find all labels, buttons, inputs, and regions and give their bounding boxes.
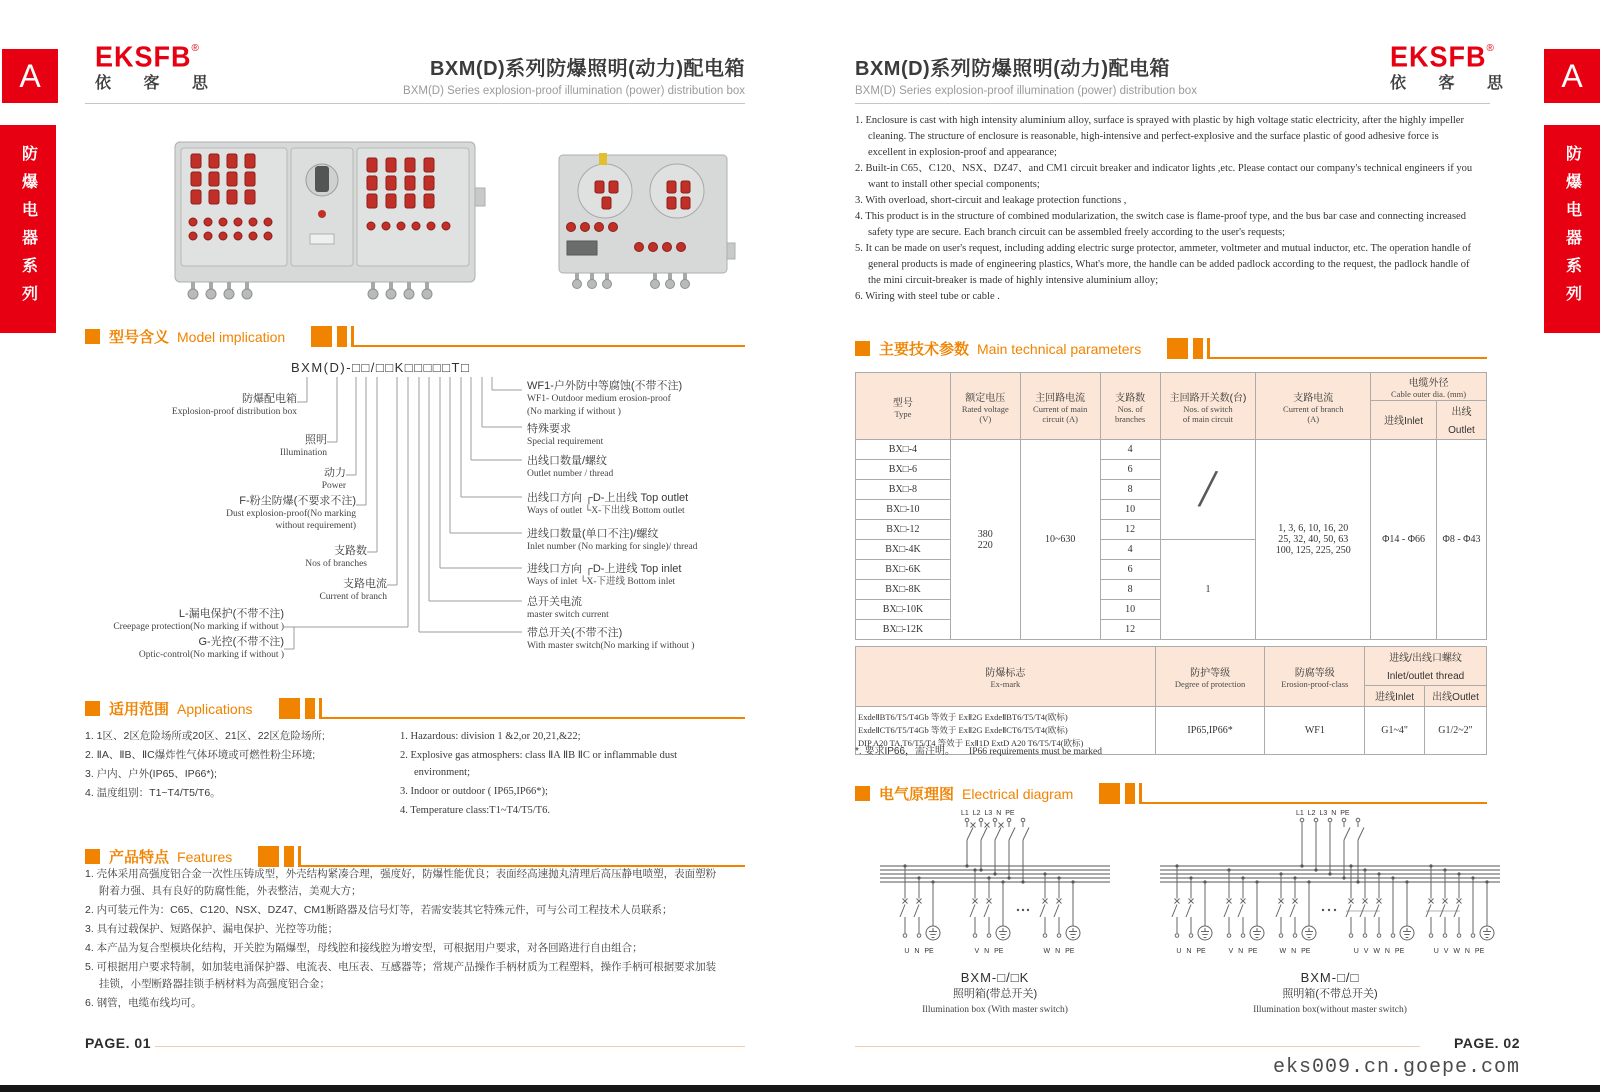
bottom-bar [0, 1085, 1600, 1092]
col-branch-current: 支路电流 Current of branch (A) [1256, 373, 1371, 440]
footnote: *. 要求IP66，需注明。 IP66 requirements must be marked [855, 746, 1102, 757]
section-title-cn: 产品特点 [109, 849, 170, 866]
col-thread-inlet: 进线Inlet [1365, 686, 1425, 707]
section-title-en: Electrical diagram [962, 785, 1074, 802]
model-label-wf1: WF1-户外防中等腐蚀(不带不注) WF1- Outdoor medium erosion-proof (No marking if without ) [527, 380, 683, 417]
section-decoration [1167, 338, 1487, 359]
table-header-row [856, 647, 1487, 686]
branch-labels: U N PE [904, 948, 934, 955]
right-corner-tab: A [1544, 49, 1600, 103]
section-title-en: Main technical parameters [977, 340, 1142, 357]
model-label-inlet-number: 进线口数量(单口不注)/螺纹 Inlet number (No marking for single)/ thread [527, 528, 698, 552]
main-technical-parameters-table [855, 372, 1487, 640]
cell-thread-inlet: G1~4" [1365, 707, 1425, 755]
page-title-en: BXM(D) Series explosion-proof illumination (power) distribution box [855, 85, 1197, 97]
col-branches: 支路数 Nos. of branches [1100, 373, 1160, 440]
page-title-cn: BXM(D)系列防爆照明(动力)配电箱 [429, 58, 745, 80]
table-row: BX□-12 12 [856, 520, 1487, 540]
model-label-power: 动力 Power [321, 467, 346, 491]
cell-type: BX□-4 [856, 440, 951, 460]
footer-line-right [855, 1046, 1420, 1047]
feed-labels: L1 L2 L3 N PE [961, 810, 1015, 817]
feed-labels: L1 L2 L3 N PE [1296, 810, 1350, 817]
branch-labels: U V W N PE [1433, 948, 1485, 955]
model-label-special-requirement: 特殊要求 Special requirement [527, 423, 604, 447]
website-url: eks009.cn.goepe.com [1272, 1056, 1520, 1079]
diagram-caption-with-master-switch: BXM-□/□K 照明箱(带总开关) Illumination box (With master switch) [922, 970, 1068, 1015]
cell-voltage: 380 220 [950, 440, 1020, 640]
section-title-cn: 电气原理图 [879, 786, 955, 803]
footer-line-left [155, 1046, 745, 1047]
col-cable-dia: 电缆外径 Cable outer dia. (mm) [1371, 373, 1487, 401]
section-header-applications [85, 698, 745, 719]
model-label-dust-explosion-proof: F-粉尘防爆(不要求不注) Dust explosion-proof(No marking without requirement) [226, 495, 356, 531]
section-title-en: Model implication [177, 328, 286, 345]
table-row: BX□-6K 6 [856, 560, 1487, 580]
branch-labels: U V W N PE [1353, 948, 1405, 955]
branch-labels: V N PE [1228, 948, 1258, 955]
brand-logo-chinese: 依 客 思 [1390, 75, 1517, 92]
cell-outlet: Φ8 - Φ43 [1437, 440, 1487, 640]
page-number-left: PAGE. 01 [85, 1035, 151, 1051]
cell-switch-one: 1 [1160, 540, 1256, 640]
brand-logo-text: EKSFB [95, 41, 192, 73]
cell-branch-current: 1, 3, 6, 10, 16, 20 25, 32, 40, 50, 63 100, 125, 225, 250 [1256, 440, 1371, 640]
branch-labels: W N PE [1043, 948, 1075, 955]
page-title-en: BXM(D) Series explosion-proof illumination (power) distribution box [403, 85, 745, 97]
intro-paragraphs: 1. Enclosure is cast with high intensity aluminium alloy, surface is sprayed with plastic by high voltage static electricity, after the highly impeller cleaning. The structure of enclosure is reasonable, high-intensive and perfect-explosive and the surface plastic of good adhesive force is excellent in explosion-proof and appearance; 2. Built-in C65、C120、NSX、DZ47、and CM1 circuit breaker and indicator lights ,etc. Please contact our company's technical engineers if you want to install other special components; 3. With overload, short-circuit and leakage protection functions , 4. This product is in the structure of combined modularization, the switch case is flame-proof type, and the bus bar case and connecting increased safety type are secure. Each branch circuit can be assembled freely according to the user's requests; 5. It can be made on user's request, including adding electric surge protector, ammeter, voltmeter and mutual inductor, etc. The operation handle of general products is made of engineering plastics, What's more, the handle can be added padlock according to the request, the padlock handle of the mini circuit-breaker is made of highly intensive aluminium alloy; 6. Wiring with steel tube or cable . [855, 115, 1473, 302]
applications-list-en: 1. Hazardous: division 1 &2,or 20,21,&22; 2. Explosive gas atmosphers: class ⅡA ⅡB ⅡC or inflammable dust environment; 3. Indoor or outdoor ( IP65,IP66*); 4. Temperature class:T1~T4/T5/T6. [400, 731, 678, 816]
circuit-diagram-without-master-switch [1155, 806, 1505, 966]
cell-protection: IP65,IP66* [1155, 707, 1265, 755]
header-divider [855, 103, 1490, 104]
left-corner-tab: A [2, 49, 58, 103]
table-row: BX□-10 10 [856, 500, 1487, 520]
model-label-optic-control: G-光控(不带不注) Optic-control(No marking if without ) [138, 636, 284, 660]
diagram-caption-without-master-switch: BXM-□/□ 照明箱(不带总开关) Illumination box(without master switch) [1253, 970, 1407, 1015]
ex-mark-table [855, 646, 1487, 755]
model-label-inlet-direction: 进线口方向 ┌D-上进线 Top inlet Ways of inlet └X-下进线 Bottom inlet [527, 563, 682, 587]
page-number-right: PAGE. 02 [1454, 1035, 1520, 1051]
features-list: 1. 壳体采用高强度铝合金一次性压铸成型，外壳结构紧凑合理，强度好，防爆性能优良；表面经高速抛丸清理后高压静电喷塑，表面塑粉附着力强、具有良好的防腐性能，外表整洁，美观大方； 2. 内可装元件为：C65、C120、NSX、DZ47、CM1断路器及信号灯等，若需安装其它特殊元件，可与公司工程技术人员联系； 3. 具有过载保护、短路保护、漏电保护、光控等功能； 4. 本产品为复合型模块化结构，开关腔为隔爆型，母线腔和接线腔为增安型，可根据用户要求，对各回路进行自由组合； 5. 可根据用户要求特制，如加装电涌保护器、电流表、电压表、互感器等；常规产品操作手柄材质为工程塑料，操作手柄可根据要求加装挂锁，小型断路器挂锁手柄材料为高强度铝合金； 6. 钢管，电缆布线均可。 [85, 868, 717, 1009]
model-label-branch-current: 支路电流 Current of branch [319, 578, 387, 602]
section-bullet-icon [85, 329, 100, 344]
cell-main-current: 10~630 [1020, 440, 1100, 640]
left-sidebar-series-label: 防爆电器系列 [0, 125, 56, 333]
model-label-branches: 支路数 Nos of branches [305, 545, 367, 569]
section-header-electrical-diagram [855, 783, 1487, 804]
model-label-with-master-switch: 带总开关(不带不注) With master switch(No marking if without ) [527, 627, 695, 651]
table-row: BX□-4K 4 1 [856, 540, 1487, 560]
col-rated-voltage: 额定电压 Rated voltage (V) [950, 373, 1020, 440]
branch-labels: V N PE [974, 948, 1004, 955]
brand-logo-chinese: 依 客 思 [95, 75, 222, 92]
section-decoration [311, 326, 745, 347]
applications-list-cn: 1. 1区、2区危险场所或20区、21区、22区危险场所; 2. ⅡA、ⅡB、ⅡC爆炸性气体环境或可燃性粉尘环境; 3. 户内、户外(IP65、IP66*); 4. 温度组别：T1~T4/T5/T6。 [85, 730, 325, 799]
cell-thread-outlet: G1/2~2" [1425, 707, 1487, 755]
col-protection: 防护等级 Degree of protection [1155, 647, 1265, 707]
section-bullet-icon [85, 701, 100, 716]
section-header-features [85, 846, 745, 867]
table-header-row [856, 373, 1487, 401]
cell-switch-none: / [1160, 440, 1256, 540]
section-decoration [279, 698, 745, 719]
branch-labels: U N PE [1176, 948, 1206, 955]
page-title-cn: BXM(D)系列防爆照明(动力)配电箱 [855, 58, 1171, 80]
col-outlet: 出线Outlet [1437, 401, 1487, 440]
branch-labels: W N PE [1279, 948, 1311, 955]
table-row: BX□-8 8 [856, 480, 1487, 500]
section-header-model-implication [85, 326, 745, 347]
right-page-title [855, 52, 1355, 97]
brand-logo-text: EKSFB [1390, 41, 1487, 73]
table-row: BX□-8K 8 [856, 580, 1487, 600]
col-thread-outlet: 出线Outlet [1425, 686, 1487, 707]
circuit-diagram-with-master-switch [875, 806, 1115, 966]
col-main-current: 主回路电流 Current of main circuit (A) [1020, 373, 1100, 440]
col-inlet: 进线Inlet [1371, 401, 1437, 440]
model-label-distribution-box: 防爆配电箱 Explosion-proof distribution box [171, 393, 297, 417]
model-code: BXM(D)-□□/□□K□□□□□T□ [291, 360, 471, 375]
section-decoration [1099, 783, 1487, 804]
cell-erosion: WF1 [1265, 707, 1365, 755]
model-label-master-switch-current: 总开关电流 master switch current [527, 596, 609, 620]
product-photo-left [163, 128, 493, 308]
model-label-creepage-protection: L-漏电保护(不带不注) Creepage protection(No marking if without ) [113, 608, 284, 632]
registered-mark-icon: ® [191, 43, 199, 54]
right-sidebar-series-label: 防爆电器系列 [1544, 125, 1600, 333]
brand-logo-right [1390, 41, 1517, 92]
col-type: 型号 Type [856, 373, 951, 440]
table-row: BX□-12K 12 [856, 620, 1487, 640]
col-thread: 进线/出线口螺纹 Inlet/outlet thread [1365, 647, 1487, 686]
registered-mark-icon: ® [1486, 43, 1494, 54]
cell-ex-mark: ExdeⅡBT6/T5/T4Gb 等效于 ExⅡ2G ExdeⅡBT6/T5/T4(欧标) ExdeⅡCT6/T5/T4Gb 等效于 ExⅡ2G ExdeⅡCT6/T5/T4(欧标) DIP A20 TA,T6/T5/T4 等效于 ExⅡ1D ExtD A20 T6/T5/T4(欧标) [856, 707, 1156, 755]
cell-inlet: Φ14 - Φ66 [1371, 440, 1437, 640]
product-photo-right [553, 143, 738, 298]
section-title-en: Applications [177, 700, 253, 717]
section-bullet-icon [85, 849, 100, 864]
col-erosion: 防腐等级 Erosion-proof-class [1265, 647, 1365, 707]
col-switch-count: 主回路开关数(台) Nos. of switch of main circuit [1160, 373, 1256, 440]
table-row: BX□-10K 10 [856, 600, 1487, 620]
section-decoration [258, 846, 745, 867]
section-title-cn: 主要技术参数 [879, 341, 970, 358]
header-divider [85, 103, 745, 104]
table-row [856, 440, 1487, 460]
model-label-outlet-number: 出线口数量/螺纹 Outlet number / thread [527, 455, 614, 479]
cell-branches: 4 [1100, 440, 1160, 460]
section-bullet-icon [855, 786, 870, 801]
section-title-en: Features [177, 848, 233, 865]
left-page-title [300, 52, 745, 97]
section-header-parameters [855, 338, 1487, 359]
brand-logo-left [95, 41, 222, 92]
section-title-cn: 型号含义 [109, 329, 170, 346]
model-label-outlet-direction: 出线口方向 ┌D-上出线 Top outlet Ways of outlet └X-下出线 Bottom outlet [527, 492, 689, 516]
section-bullet-icon [855, 341, 870, 356]
model-label-illumination: 照明 Illumination [280, 434, 327, 458]
col-ex-mark: 防爆标志 Ex-mark [856, 647, 1156, 707]
table-row: BX□-6 6 [856, 460, 1487, 480]
section-title-cn: 适用范围 [109, 701, 170, 718]
